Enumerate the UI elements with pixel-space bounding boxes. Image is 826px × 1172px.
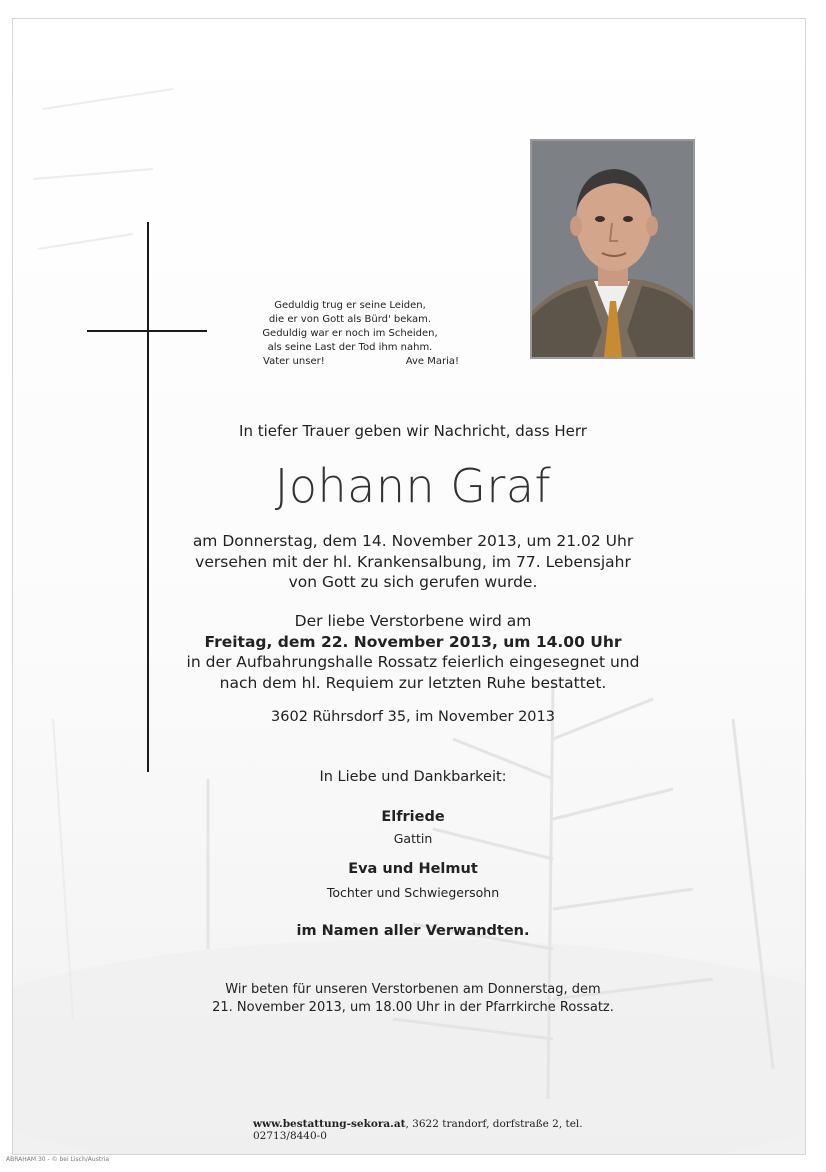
cross-horizontal-bar — [87, 330, 207, 332]
template-corner-note: ABRAHAM 30 - © bei Lisch/Austria — [6, 1156, 110, 1163]
funeral-home-address: , 3622 trandorf, dorfstraße 2, tel. 02713/8440-0 — [253, 1118, 583, 1142]
cross-vertical-bar — [147, 222, 149, 772]
obituary-sheet — [12, 18, 806, 1155]
funeral-details — [163, 611, 663, 693]
mourner-role: Tochter und Schwiegersohn — [326, 885, 500, 900]
mass-line: Wir beten für unseren Verstorbenen am Donnerstag, dem — [225, 982, 601, 997]
verse-line: Geduldig trug er seine Leiden, — [274, 300, 426, 311]
death-line: am Donnerstag, dem 14. November 2013, um 21.02 Uhr — [192, 532, 634, 550]
mourners-closing: im Namen aller Verwandten. — [296, 923, 530, 939]
funeral-line: in der Aufbahrungshalle Rossatz feierlich eingesegnet und — [186, 653, 640, 671]
prayer-vater-unser: Vater unser! — [263, 356, 325, 367]
mourner-role: Gattin — [393, 831, 433, 846]
funeral-date-time: Freitag, dem 22. November 2013, um 14.00 Uhr — [204, 632, 622, 651]
verse-line: die er von Gott als Bürd' bekam. — [268, 314, 432, 325]
death-details — [163, 531, 663, 593]
memorial-verse — [235, 299, 465, 369]
funeral-home-website[interactable]: www.bestattung-sekora.at — [253, 1118, 406, 1130]
place-and-date: 3602 Rührsdorf 35, im November 2013 — [271, 709, 555, 725]
death-line: von Gott zu sich gerufen wurde. — [288, 573, 538, 591]
funeral-home-footer — [253, 1118, 653, 1142]
mourner-name: Eva und Helmut — [348, 861, 478, 877]
death-line: versehen mit der hl. Krankensalbung, im 77. Lebensjahr — [195, 552, 631, 571]
mourner-name: Elfriede — [381, 809, 445, 825]
funeral-line: nach dem hl. Requiem zur letzten Ruhe bestattet. — [219, 673, 607, 692]
mourners-heading: In Liebe und Dankbarkeit: — [319, 769, 507, 785]
verse-prayers — [235, 355, 465, 369]
prayer-service-notice — [163, 981, 663, 1017]
verse-line: Geduldig war er noch im Scheiden, — [262, 328, 438, 339]
verse-line: als seine Last der Tod ihm nahm. — [267, 342, 433, 353]
deceased-portrait-photo — [530, 139, 695, 359]
prayer-ave-maria: Ave Maria! — [405, 356, 459, 367]
funeral-line: Der liebe Verstorbene wird am — [294, 612, 532, 630]
deceased-name: Johann Graf — [274, 459, 552, 513]
announcement-intro: In tiefer Trauer geben wir Nachricht, dass Herr — [239, 422, 587, 440]
mass-line: 21. November 2013, um 18.00 Uhr in der Pfarrkirche Rossatz. — [212, 1000, 614, 1015]
